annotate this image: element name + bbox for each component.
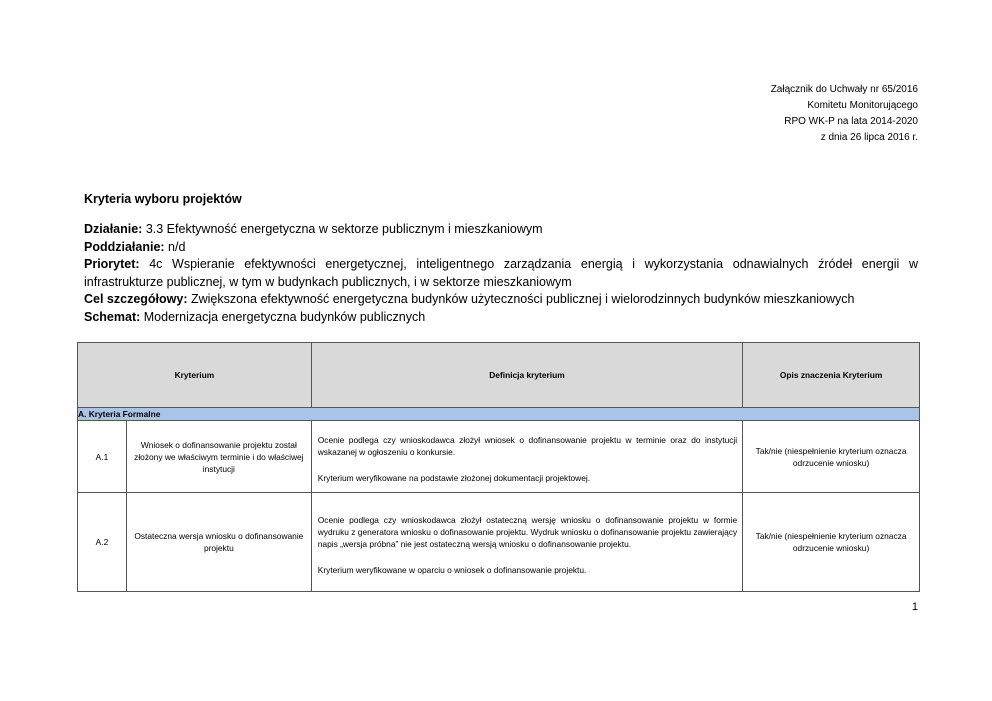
meta-value: Modernizacja energetyczna budynków publicznych [140, 309, 426, 324]
verification-text: Kryterium weryfikowane w oparciu o wniosek o dofinansowanie projektu. [317, 564, 587, 575]
header-opis: Opis znaczenia Kryterium [743, 343, 920, 408]
criterion-description: Tak/nie (niespełnienie kryterium oznacza odrzucenie wniosku) [743, 421, 920, 493]
criterion-name: Wniosek o dofinansowanie projektu został złożony we właściwym terminie i do właściwej instytucji [126, 421, 311, 493]
meta-schemat [84, 309, 918, 327]
annex-line: RPO WK-P na lata 2014-2020 [784, 116, 918, 127]
criterion-id: A.1 [78, 421, 127, 493]
annex-line: Załącznik do Uchwały nr 65/2016 [770, 84, 918, 95]
meta-label: Działanie: [84, 222, 143, 236]
table-row [78, 421, 920, 493]
annex-line: Komitetu Monitorującego [807, 100, 918, 111]
definition-text: Ocenie podlega czy wnioskodawca złożył wniosek o dofinansowanie projektu w terminie oraz do instytucji wskazanej w ogłoszeniu o konkursie. [317, 435, 738, 457]
criterion-description: Tak/nie (niespełnienie kryterium oznacza odrzucenie wniosku) [743, 493, 920, 592]
header-kryterium: Kryterium [78, 343, 312, 408]
document-title: Kryteria wyboru projektów [84, 192, 242, 206]
annex-line: z dnia 26 lipca 2016 r. [820, 132, 918, 143]
definition-text: Ocenie podlega czy wnioskodawca złożył ostateczną wersję wniosku o dofinansowanie projektu w formie wydruku z generatora wniosku o dofinasowanie projektu. Wydruk wniosku o dofinansowanie projektu zawierający napis „wersja próbna” nie jest ostateczną wersją wniosku o dofinansowanie projektu. [317, 514, 738, 549]
meta-cel [84, 291, 918, 309]
annex-header [771, 82, 918, 146]
criterion-definition [311, 493, 742, 592]
table-header-row [78, 343, 920, 408]
section-row [78, 408, 920, 421]
criterion-definition [311, 421, 742, 493]
meta-value: n/d [164, 239, 186, 254]
meta-value: 4c Wspieranie efektywności energetycznej, inteligentnego zarządzania energią i wykorzystania odnawialnych źródeł energii w infrastrukturze publicznej, w tym w budynkach publicznych, i w sektorze mieszkaniowym [84, 257, 918, 289]
page-number: 1 [911, 601, 918, 613]
meta-block [84, 221, 918, 326]
verification-text: Kryterium weryfikowane na podstawie złożonej dokumentacji projektowej. [317, 473, 591, 483]
section-title: A. Kryteria Formalne [78, 408, 920, 421]
criterion-id: A.2 [78, 493, 127, 592]
meta-priorytet [84, 256, 918, 291]
criteria-table [77, 342, 920, 592]
meta-value: 3.3 Efektywność energetyczna w sektorze publicznym i mieszkaniowym [142, 222, 543, 236]
meta-value: Zwiększona efektywność energetyczna budynków użyteczności publicznej i wielorodzinnych budynków mieszkaniowych [187, 292, 855, 306]
table-row [78, 493, 920, 592]
header-definicja: Definicja kryterium [311, 343, 742, 408]
meta-poddzialanie [84, 239, 918, 257]
meta-label: Schemat: [84, 309, 141, 324]
criterion-name: Ostateczna wersja wniosku o dofinansowanie projektu [126, 493, 311, 592]
meta-label: Priorytet: [84, 257, 140, 271]
meta-dzialanie [84, 221, 918, 239]
meta-label: Cel szczegółowy: [84, 292, 188, 306]
meta-label: Poddziałanie: [84, 239, 165, 254]
